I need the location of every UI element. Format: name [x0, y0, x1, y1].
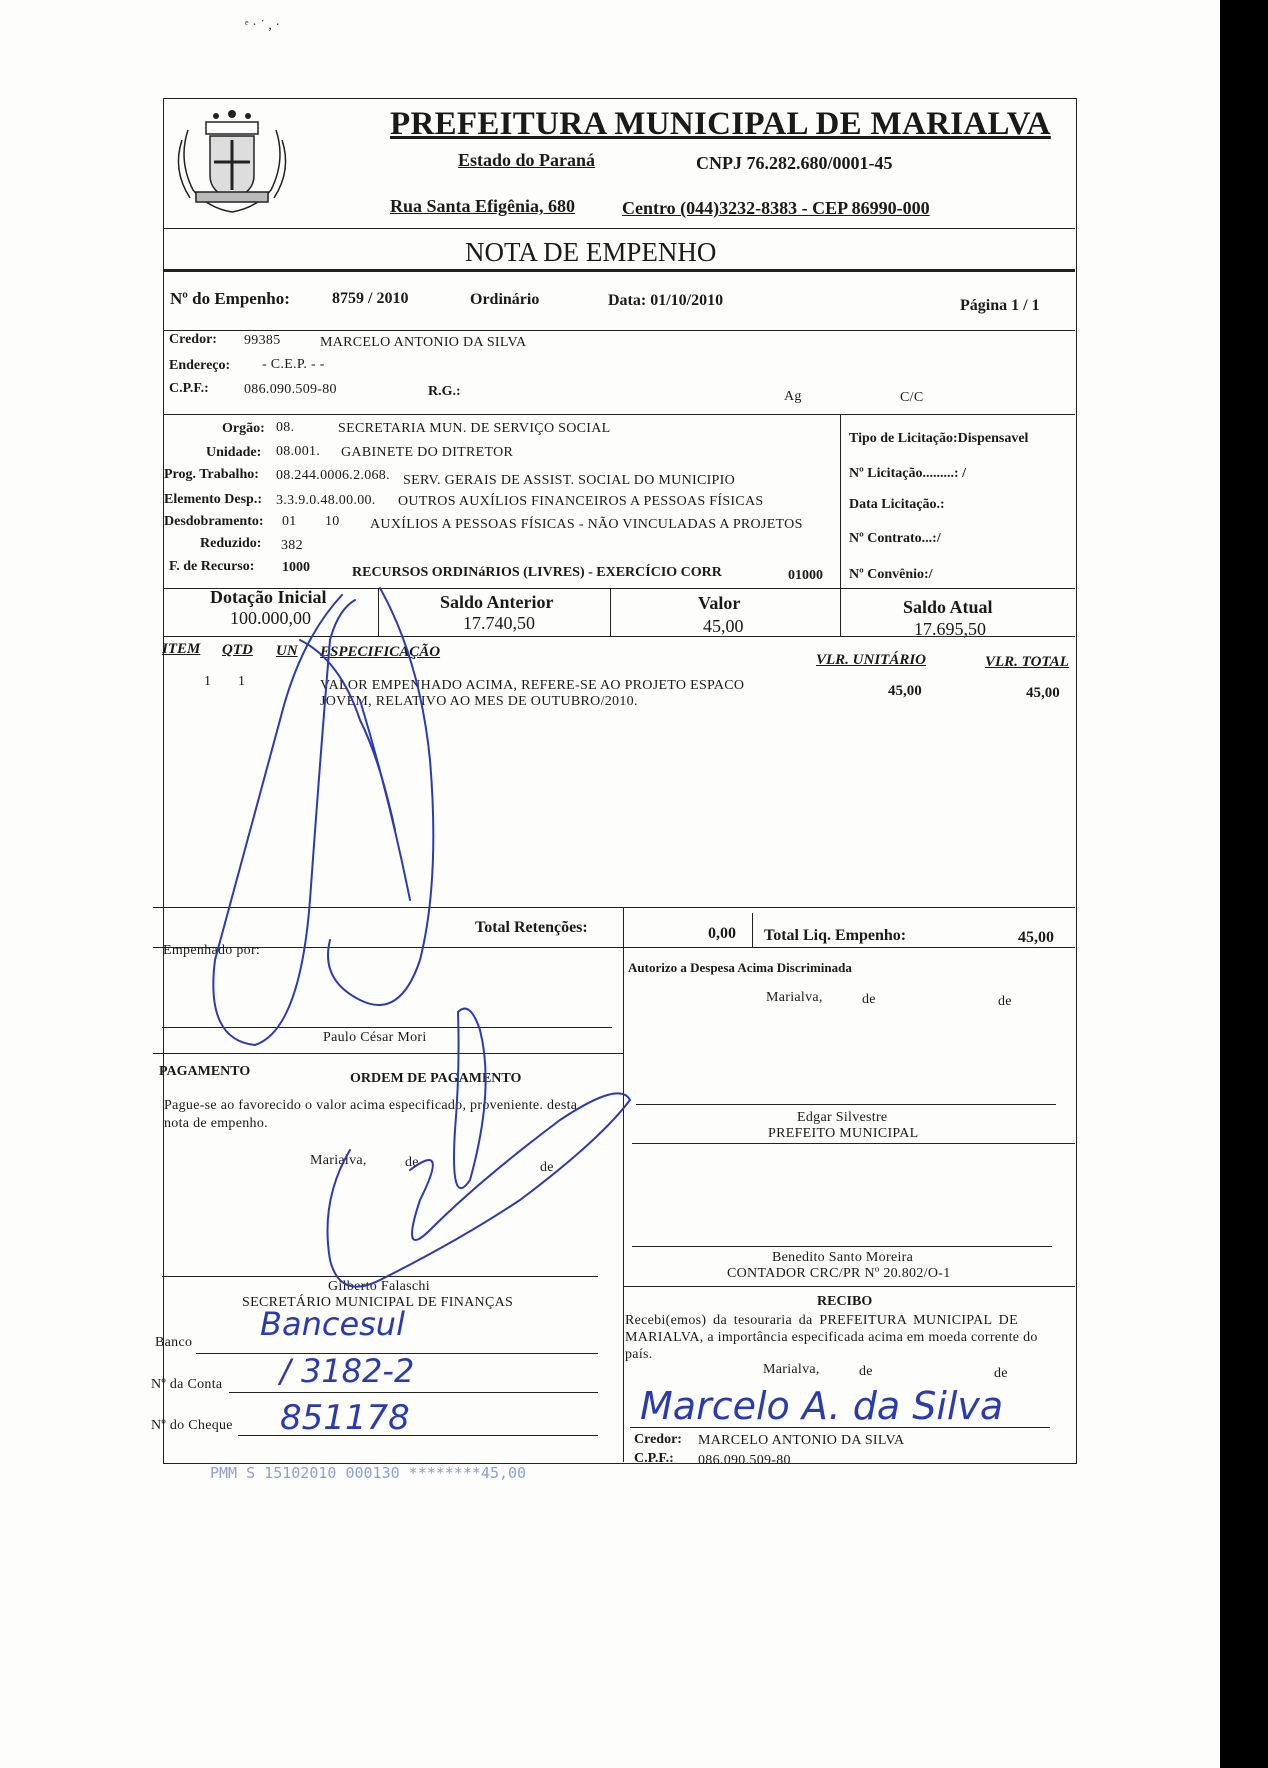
- recibo-place: Marialva,: [763, 1362, 820, 1377]
- fonte-label: F. de Recurso:: [169, 559, 255, 574]
- header-address: Centro (044)3232-8383 - CEP 86990-000: [622, 198, 930, 218]
- saldo-anterior-value: 17.740,50: [463, 613, 535, 633]
- contador-role: CONTADOR CRC/PR Nº 20.802/O-1: [727, 1266, 951, 1281]
- desdob-label: Desdobramento:: [164, 514, 264, 529]
- pagamento-signer-name: Gilberto Falaschi: [328, 1279, 430, 1294]
- orgao-label: Orgão:: [222, 421, 265, 436]
- header-cnpj: CNPJ 76.282.680/0001-45: [696, 153, 893, 173]
- valor-value: 45,00: [703, 616, 744, 636]
- licitacao-data: Data Licitação.:: [849, 497, 945, 512]
- licitacao-tipo-text: Tipo de Licitação:Dispensavel: [849, 431, 1029, 446]
- page-number: Página 1 / 1: [960, 297, 1040, 314]
- prog-value: SERV. GERAIS DE ASSIST. SOCIAL DO MUNICIPIO: [403, 473, 736, 488]
- conta-value: / 3182-2: [280, 1352, 415, 1390]
- liq-label: Total Liq. Empenho:: [764, 927, 907, 944]
- recibo-label: RECIBO: [817, 1294, 873, 1309]
- autorizo-place: Marialva,: [766, 990, 823, 1005]
- header-title: PREFEITURA MUNICIPAL DE MARIALVA: [390, 106, 1051, 142]
- document-title: NOTA DE EMPENHO: [465, 237, 717, 267]
- credor-signature: Marcelo A. da Silva: [640, 1384, 1004, 1428]
- recibo-credor-label: Credor:: [634, 1432, 682, 1447]
- cheque-value: 851178: [280, 1398, 410, 1438]
- recibo-cpf-label: C.P.F.:: [634, 1451, 674, 1466]
- pagamento-signer-role: SECRETÁRIO MUNICIPAL DE FINANÇAS: [242, 1295, 514, 1310]
- item-desc-2: JOVEM, RELATIVO AO MES DE OUTUBRO/2010.: [320, 694, 638, 709]
- scan-specks: ᵉ · ˙ , ·: [245, 18, 281, 33]
- autorizo-de-1: de: [862, 992, 876, 1007]
- conta-label: Nº da Conta: [151, 1377, 223, 1392]
- fonte-code2: 01000: [788, 568, 823, 583]
- item-unit-value: 45,00: [888, 683, 922, 699]
- cpf-value: 086.090.509-80: [244, 382, 337, 397]
- items-header-item: ITEM: [162, 641, 201, 657]
- pagamento-text-1: Pague-se ao favorecido o valor acima especificado, proveniente. desta: [164, 1098, 578, 1113]
- prog-code: 08.244.0006.2.068.: [276, 468, 390, 483]
- credor-code: 99385: [244, 333, 281, 348]
- ag-label: Ag: [784, 389, 802, 404]
- orgao-value: SECRETARIA MUN. DE SERVIÇO SOCIAL: [338, 421, 611, 436]
- items-header-un: UN: [276, 643, 298, 659]
- credor-name: MARCELO ANTONIO DA SILVA: [320, 335, 527, 350]
- contador-name: Benedito Santo Moreira: [772, 1250, 914, 1265]
- fonte-code: 1000: [282, 560, 310, 575]
- unidade-label: Unidade:: [206, 445, 262, 460]
- desdob-value: AUXÍLIOS A PESSOAS FÍSICAS - NÃO VINCULADAS A PROJETOS: [370, 517, 803, 532]
- recibo-text-1: Recebi(emos) da tesouraria da PREFEITURA MUNICIPAL DE: [625, 1313, 1018, 1328]
- payment-stamp: PMM S 15102010 000130 ********45,00: [210, 1464, 527, 1482]
- reduzido-label: Reduzido:: [200, 536, 262, 551]
- prefeito-role: PREFEITO MUNICIPAL: [768, 1126, 919, 1141]
- pagamento-de-1: de: [405, 1155, 419, 1170]
- prefeito-name: Edgar Silvestre: [797, 1110, 888, 1125]
- empenho-type: Ordinário: [470, 291, 540, 308]
- cheque-label: Nº do Cheque: [151, 1418, 233, 1433]
- recibo-text-3: país.: [625, 1347, 653, 1362]
- header-street: Rua Santa Efigênia, 680: [390, 196, 576, 216]
- pagamento-place: Marialva,: [310, 1153, 367, 1168]
- empenho-number: 8759 / 2010: [332, 290, 409, 307]
- item-qtd: 1: [238, 674, 246, 689]
- recibo-text-2: MARIALVA, a importância especificada acima em moeda corrente do: [625, 1330, 1038, 1345]
- fonte-value: RECURSOS ORDINáRIOS (LIVRES) - EXERCÍCIO CORR: [352, 565, 722, 580]
- address-label: Endereço:: [169, 358, 231, 373]
- licitacao-convenio: Nº Convênio:/: [849, 567, 933, 582]
- header-state: Estado do Paraná: [458, 150, 596, 170]
- elemento-label: Elemento Desp.:: [164, 492, 262, 507]
- address-value: - C.E.P. - -: [262, 357, 325, 372]
- desdob-b: 10: [325, 514, 340, 529]
- banco-label: Banco: [155, 1335, 193, 1350]
- reduzido-value: 382: [281, 538, 303, 553]
- retencoes-value: 0,00: [708, 925, 736, 942]
- cpf-label: C.P.F.:: [169, 381, 209, 396]
- pagamento-text-2: nota de empenho.: [164, 1116, 268, 1131]
- items-header-total: VLR. TOTAL: [985, 654, 1069, 670]
- orgao-code: 08.: [276, 420, 295, 435]
- retencoes-label: Total Retenções:: [475, 919, 588, 936]
- items-header-spec: ESPECIFICAÇÃO: [320, 644, 441, 660]
- item-total-value: 45,00: [1026, 685, 1060, 701]
- empenhado-name: Paulo César Mori: [323, 1030, 427, 1045]
- autorizo-de-2: de: [998, 994, 1012, 1009]
- licitacao-numero: Nº Licitação.........: /: [849, 466, 966, 481]
- pagamento-de-2: de: [540, 1160, 554, 1175]
- licitacao-contrato: Nº Contrato...:/: [849, 531, 941, 546]
- saldo-atual-value: 17.695,50: [914, 619, 986, 639]
- saldo-anterior-label: Saldo Anterior: [440, 592, 554, 612]
- recibo-credor-name: MARCELO ANTONIO DA SILVA: [698, 1433, 905, 1448]
- recibo-de-1: de: [859, 1364, 873, 1379]
- empenho-date: Data: 01/10/2010: [608, 292, 724, 309]
- prog-label: Prog. Trabalho:: [164, 467, 259, 482]
- credor-label: Credor:: [169, 332, 217, 347]
- valor-label: Valor: [698, 593, 741, 613]
- pagamento-label: PAGAMENTO: [159, 1064, 251, 1079]
- unidade-value: GABINETE DO DITRETOR: [341, 445, 514, 460]
- liq-value: 45,00: [1018, 929, 1054, 946]
- saldo-atual-label: Saldo Atual: [903, 597, 993, 617]
- recibo-de-2: de: [994, 1366, 1008, 1381]
- elemento-value: OUTROS AUXÍLIOS FINANCEIROS A PESSOAS FÍSICAS: [398, 494, 764, 509]
- dotacao-label: Dotação Inicial: [210, 587, 327, 607]
- item-number: 1: [204, 674, 212, 689]
- empenho-number-label: Nº do Empenho:: [170, 289, 290, 308]
- ordem-pagamento-label: ORDEM DE PAGAMENTO: [350, 1071, 522, 1086]
- unidade-code: 08.001.: [276, 444, 321, 459]
- banco-value: Bancesul: [260, 1305, 405, 1343]
- rg-label: R.G.:: [428, 384, 461, 399]
- cc-label: C/C: [900, 390, 924, 405]
- dotacao-value: 100.000,00: [230, 608, 311, 628]
- items-header-qtd: QTD: [222, 642, 253, 658]
- recibo-cpf-value: 086.090.509-80: [698, 1453, 791, 1468]
- item-desc-1: VALOR EMPENHADO ACIMA, REFERE-SE AO PROJETO ESPACO: [320, 678, 745, 693]
- empenhado-label: Empenhado por:: [163, 943, 261, 958]
- desdob-a: 01: [282, 514, 297, 529]
- items-header-unit: VLR. UNITÁRIO: [816, 652, 927, 668]
- elemento-code: 3.3.9.0.48.00.00.: [276, 493, 376, 508]
- autorizo-label: Autorizo a Despesa Acima Discriminada: [628, 960, 852, 975]
